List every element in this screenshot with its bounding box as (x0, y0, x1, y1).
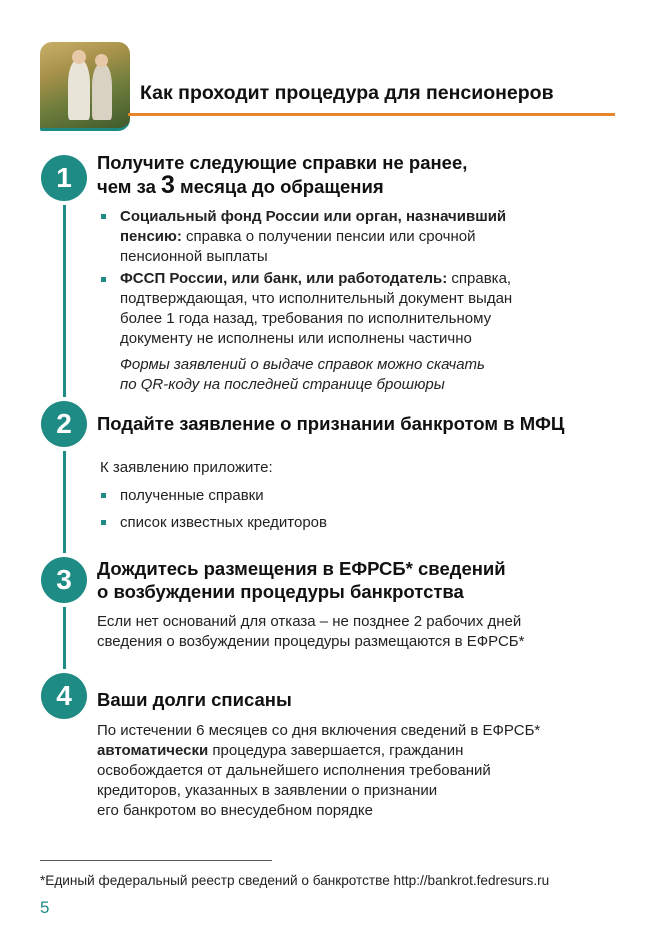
footnote: *Единый федеральный реестр сведений о банкротстве http://bankrot.fedresurs.ru (40, 873, 550, 888)
page-number: 5 (40, 898, 50, 917)
step-3-text: Если нет оснований для отказа – не позднее 2 рабочих дней сведения о возбуждении процедуры размещаются в ЕФРСБ* (97, 613, 525, 650)
step-1-item-1: Социальный фонд России или орган, назначивший пенсию: справка о получении пенсии или срочной пенсионной выплаты (120, 208, 507, 265)
step-4-number: 4 (41, 673, 87, 719)
step-4-title: Ваши долги списаны (97, 689, 292, 710)
step-1-item-2: ФССП России, или банк, или работодатель: справка, подтверждающая, что исполнительный документ выдан более 1 года назад, требования по исполнительному документу не исполнены или исполнены частично (120, 270, 513, 347)
bullet-marker (101, 493, 106, 498)
page-title: Как проходит процедура для пенсионеров (140, 82, 554, 104)
elderly-couple-photo (40, 42, 130, 131)
step-3-number: 3 (41, 557, 87, 603)
step-1-title: Получите следующие справки не ранее, чем за 3 месяца до обращения (97, 152, 468, 199)
footnote-divider (40, 860, 272, 861)
title-underline (128, 113, 615, 116)
step-2-item-1: полученные справки (120, 487, 264, 504)
step-1-note: Формы заявлений о выдаче справок можно скачать по QR-коду на последней странице брошюры (120, 356, 485, 393)
bullet-marker (101, 520, 106, 525)
bullet-marker (101, 214, 106, 219)
step-2-title: Подайте заявление о признании банкротом в МФЦ (97, 413, 565, 434)
step-2-number: 2 (41, 401, 87, 447)
step-4-text: По истечении 6 месяцев со дня включения сведений в ЕФРСБ* автоматически процедура завершается, гражданин освобождается от дальнейшего исполнения требований кредиторов, указанных в заявлении о признании его банкротом во внесудебном порядке (97, 722, 541, 819)
bullet-marker (101, 277, 106, 282)
step-3-title: Дождитесь размещения в ЕФРСБ* сведений о возбуждении процедуры банкротства (97, 558, 506, 602)
step-2-item-2: список известных кредиторов (120, 514, 327, 531)
step-1-number: 1 (41, 155, 87, 201)
step-2-intro: К заявлению приложите: (100, 459, 273, 476)
